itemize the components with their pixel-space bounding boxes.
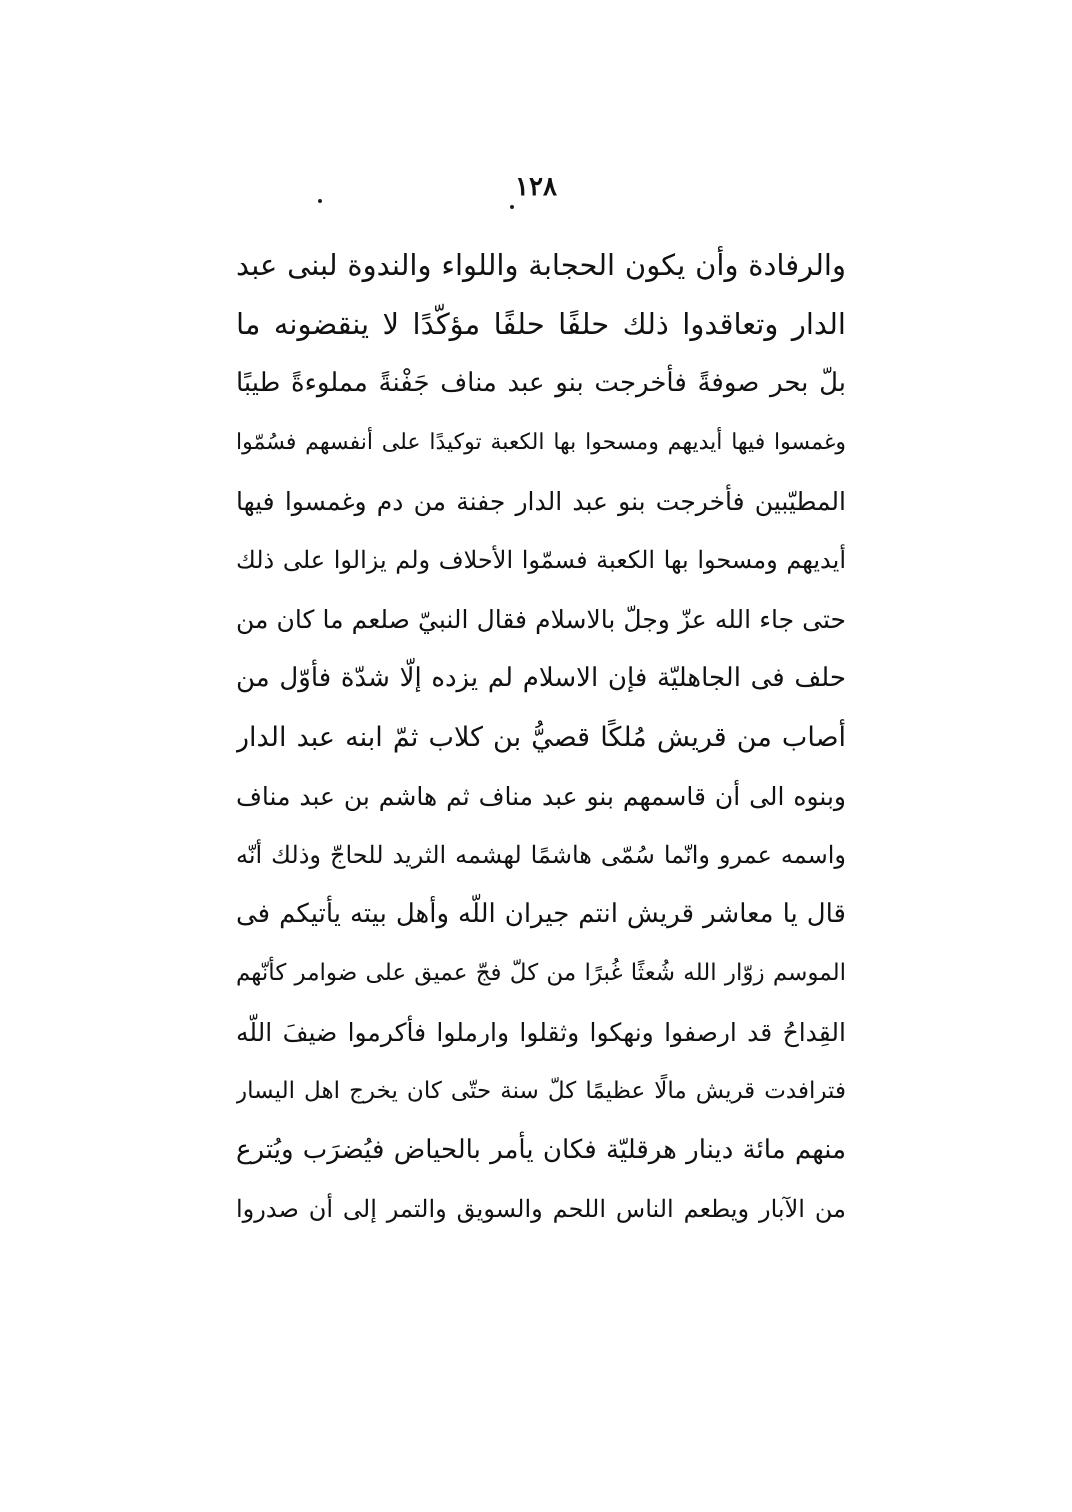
text-line: وغمسوا فيها أيديهم ومسحوا بها الكعبة توكيدًا على أنفسهم فسُمّوا [236, 430, 846, 455]
text-line: حلف فى الجاهليّة فإن الاسلام لم يزده إلّا شدّة فأوّل من [236, 663, 846, 693]
body-text [236, 236, 846, 1239]
text-line: المطيّبين فأخرجت بنو عبد الدار جفنة من دم وغمسوا فيها [236, 487, 846, 516]
text-line: أصاب من قريش مُلكًا قصيُّ بن كلاب ثمّ ابنه عبد الدار [236, 722, 846, 753]
page-number: ١٢٨ [515, 172, 557, 202]
text-line: أيديهم ومسحوا بها الكعبة فسمّوا الأحلاف ولم يزالوا على ذلك [236, 546, 846, 574]
text-line: والرفادة وأن يكون الحجابة واللواء والندوة لبنى عبد [236, 248, 846, 282]
text-line: الدار وتعاقدوا ذلك حلفًا حلفًا مؤكّدًا لا ينقضونه ما [236, 307, 846, 341]
text-line: من الآبار ويطعم الناس اللحم والسويق والتمر إلى أن صدروا [236, 1195, 846, 1223]
text-line: وبنوه الى أن قاسمهم بنو عبد مناف ثم هاشم بن عبد مناف [236, 782, 846, 811]
text-line: القِداحُ قد ارصفوا ونهكوا وثقلوا وارملوا فأكرموا ضيفَ اللّه [236, 1018, 846, 1047]
text-line: بلّ بحر صوفةً فأخرجت بنو عبد مناف جَفْنةً مملوءةً طيبًا [236, 368, 846, 398]
text-line: منهم مائة دينار هرقليّة فكان يأمر بالحياض فيُضرَب ويُترع [236, 1135, 846, 1165]
text-line: قال يا معاشر قريش انتم جيران اللّه وأهل بيته يأتيكم فى [236, 899, 846, 929]
scan-speck [510, 205, 514, 209]
text-line: حتى جاء الله عزّ وجلّ بالاسلام فقال النبيّ صلعم ما كان من [236, 605, 846, 634]
text-line: الموسم زوّار الله شُعثًا غُبرًا من كلّ فجّ عميق على ضوامر كأنّهم [236, 960, 846, 986]
text-line: فترافدت قريش مالًا عظيمًا كلّ سنة حتّى كان يخرج اهل اليسار [236, 1078, 846, 1104]
text-line: واسمه عمرو وانّما سُمّى هاشمًا لهشمه الثريد للحاجّ وذلك أنّه [236, 841, 846, 869]
